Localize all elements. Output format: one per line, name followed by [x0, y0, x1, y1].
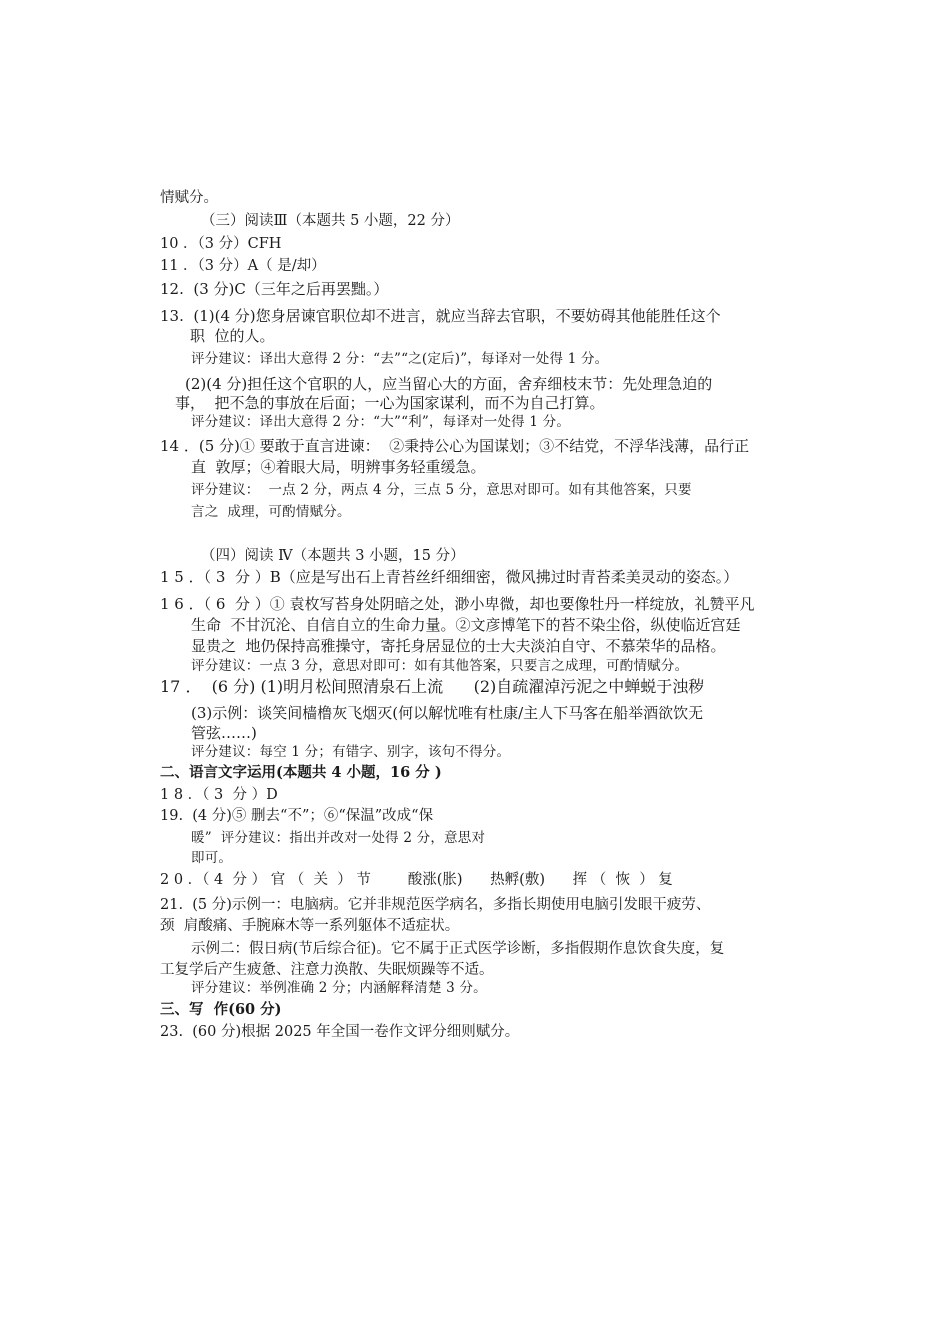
text-line: 19. (4 分)⑤ 删去“不”；⑥“保温”改成“保: [160, 808, 434, 824]
text-line: 1 5 ．（ 3 分 ）B（应是写出石上青苔丝纤细细密，微风拂过时青苔柔美灵动的姿态。）: [160, 568, 739, 586]
text-line: (2)(4 分)担任这个官职的人，应当留心大的方面，舍弃细枝末节：先处理急迫的: [185, 375, 713, 393]
text-line: (3)示例：谈笑间樯橹灰飞烟灭(何以解忧唯有杜康/主人下马客在船举酒欲饮无: [191, 704, 704, 722]
text-line: 11 ．（3 分）A（ 是/却）: [160, 258, 326, 274]
text-line: 2 0 ．（ 4 分 ） 官 （ 关 ） 节 酸涨(胀) 热孵(敷) 挥 （ 恢 ） 复: [160, 872, 673, 888]
text-line: 直 敦厚；④着眼大局，明辨事务轻重缓急。: [191, 458, 486, 476]
text-line: 17 ． (6 分) (1)明月松间照清泉石上流 (2)自疏濯淖污泥之中蝉蜕于浊秽: [160, 677, 705, 696]
scoring-note: 评分建议：每空 1 分；有错字、别字，该句不得分。: [191, 744, 511, 760]
text-line: 1 8 ．（ 3 分 ）D: [160, 787, 278, 803]
scoring-note: 言之 成理，可酌情赋分。: [191, 504, 351, 520]
text-line: 21. (5 分)示例一：电脑病。它并非规范医学病名，多指长期使用电脑引发眼干疲劳、: [160, 897, 711, 913]
scoring-note: 评分建议：一点 3 分，意思对即可：如有其他答案，只要言之成理，可酌情赋分。: [191, 658, 689, 674]
scoring-note: 评分建议：举例准确 2 分；内涵解释清楚 3 分。: [191, 980, 487, 996]
text-line: 情赋分。: [160, 190, 218, 206]
text-line: 10 ．（3 分）CFH: [160, 236, 282, 252]
text-line: 示例二：假日病(节后综合征)。它不属于正式医学诊断，多指假期作息饮食失度，复: [191, 941, 725, 957]
section-heading: 三、写 作(60 分): [160, 1001, 282, 1018]
text-line: 13. (1)(4 分)您身居谏官职位却不进言，就应当辞去官职，不要妨碍其他能胜任这个: [160, 307, 721, 325]
text-line: 1 6 ．（ 6 分 ）① 袁枚写苔身处阴暗之处，渺小卑微，却也要像牡丹一样绽放，礼赞平凡: [160, 595, 755, 613]
text-line: 事， 把不急的事放在后面；一心为国家谋利，而不为自己打算。: [175, 394, 605, 412]
text-line: 生命 不甘沉沦、自信自立的生命力量。②文彦博笔下的苔不染尘俗，纵使临近宫廷: [191, 616, 741, 634]
text-line: 颈 肩酸痛、手腕麻木等一系列躯体不适症状。: [160, 918, 460, 934]
text-line: 14 ．(5 分)① 要敢于直言进谏： ②秉持公心为国谋划；③不结党，不浮华浅薄，品行正: [160, 437, 750, 455]
scoring-note: 评分建议： 一点 2 分，两点 4 分，三点 5 分，意思对即可。如有其他答案，只要: [191, 482, 692, 498]
section-heading: （三）阅读Ⅲ（本题共 5 小题，22 分）: [201, 213, 460, 229]
scoring-note: 评分建议：译出大意得 2 分：“去”“之(定后)”，每译对一处得 1 分。: [191, 351, 609, 367]
text-line: 职 位的人。: [190, 327, 275, 345]
scoring-note: 即可。: [191, 850, 233, 866]
scoring-note: 暖” 评分建议：指出并改对一处得 2 分，意思对: [191, 830, 486, 846]
text-line: 显贵之 地仍保持高雅操守，寄托身居显位的士大夫淡泊自守、不慕荣华的品格。: [191, 637, 726, 655]
text-line: 23. (60 分)根据 2025 年全国一卷作文评分细则赋分。: [160, 1024, 520, 1040]
text-line: 12. (3 分)C（三年之后再罢黜。）: [160, 280, 389, 298]
section-heading: （四）阅读 Ⅳ（本题共 3 小题，15 分）: [201, 548, 465, 564]
section-heading: 二、语言文字运用(本题共 4 小题，16 分 ): [160, 764, 442, 781]
text-line: 管弦……): [191, 724, 257, 742]
scoring-note: 评分建议：译出大意得 2 分：“大”“利”，每译对一处得 1 分。: [191, 414, 571, 430]
text-line: 工复学后产生疲惫、注意力涣散、失眠烦躁等不适。: [160, 962, 494, 978]
